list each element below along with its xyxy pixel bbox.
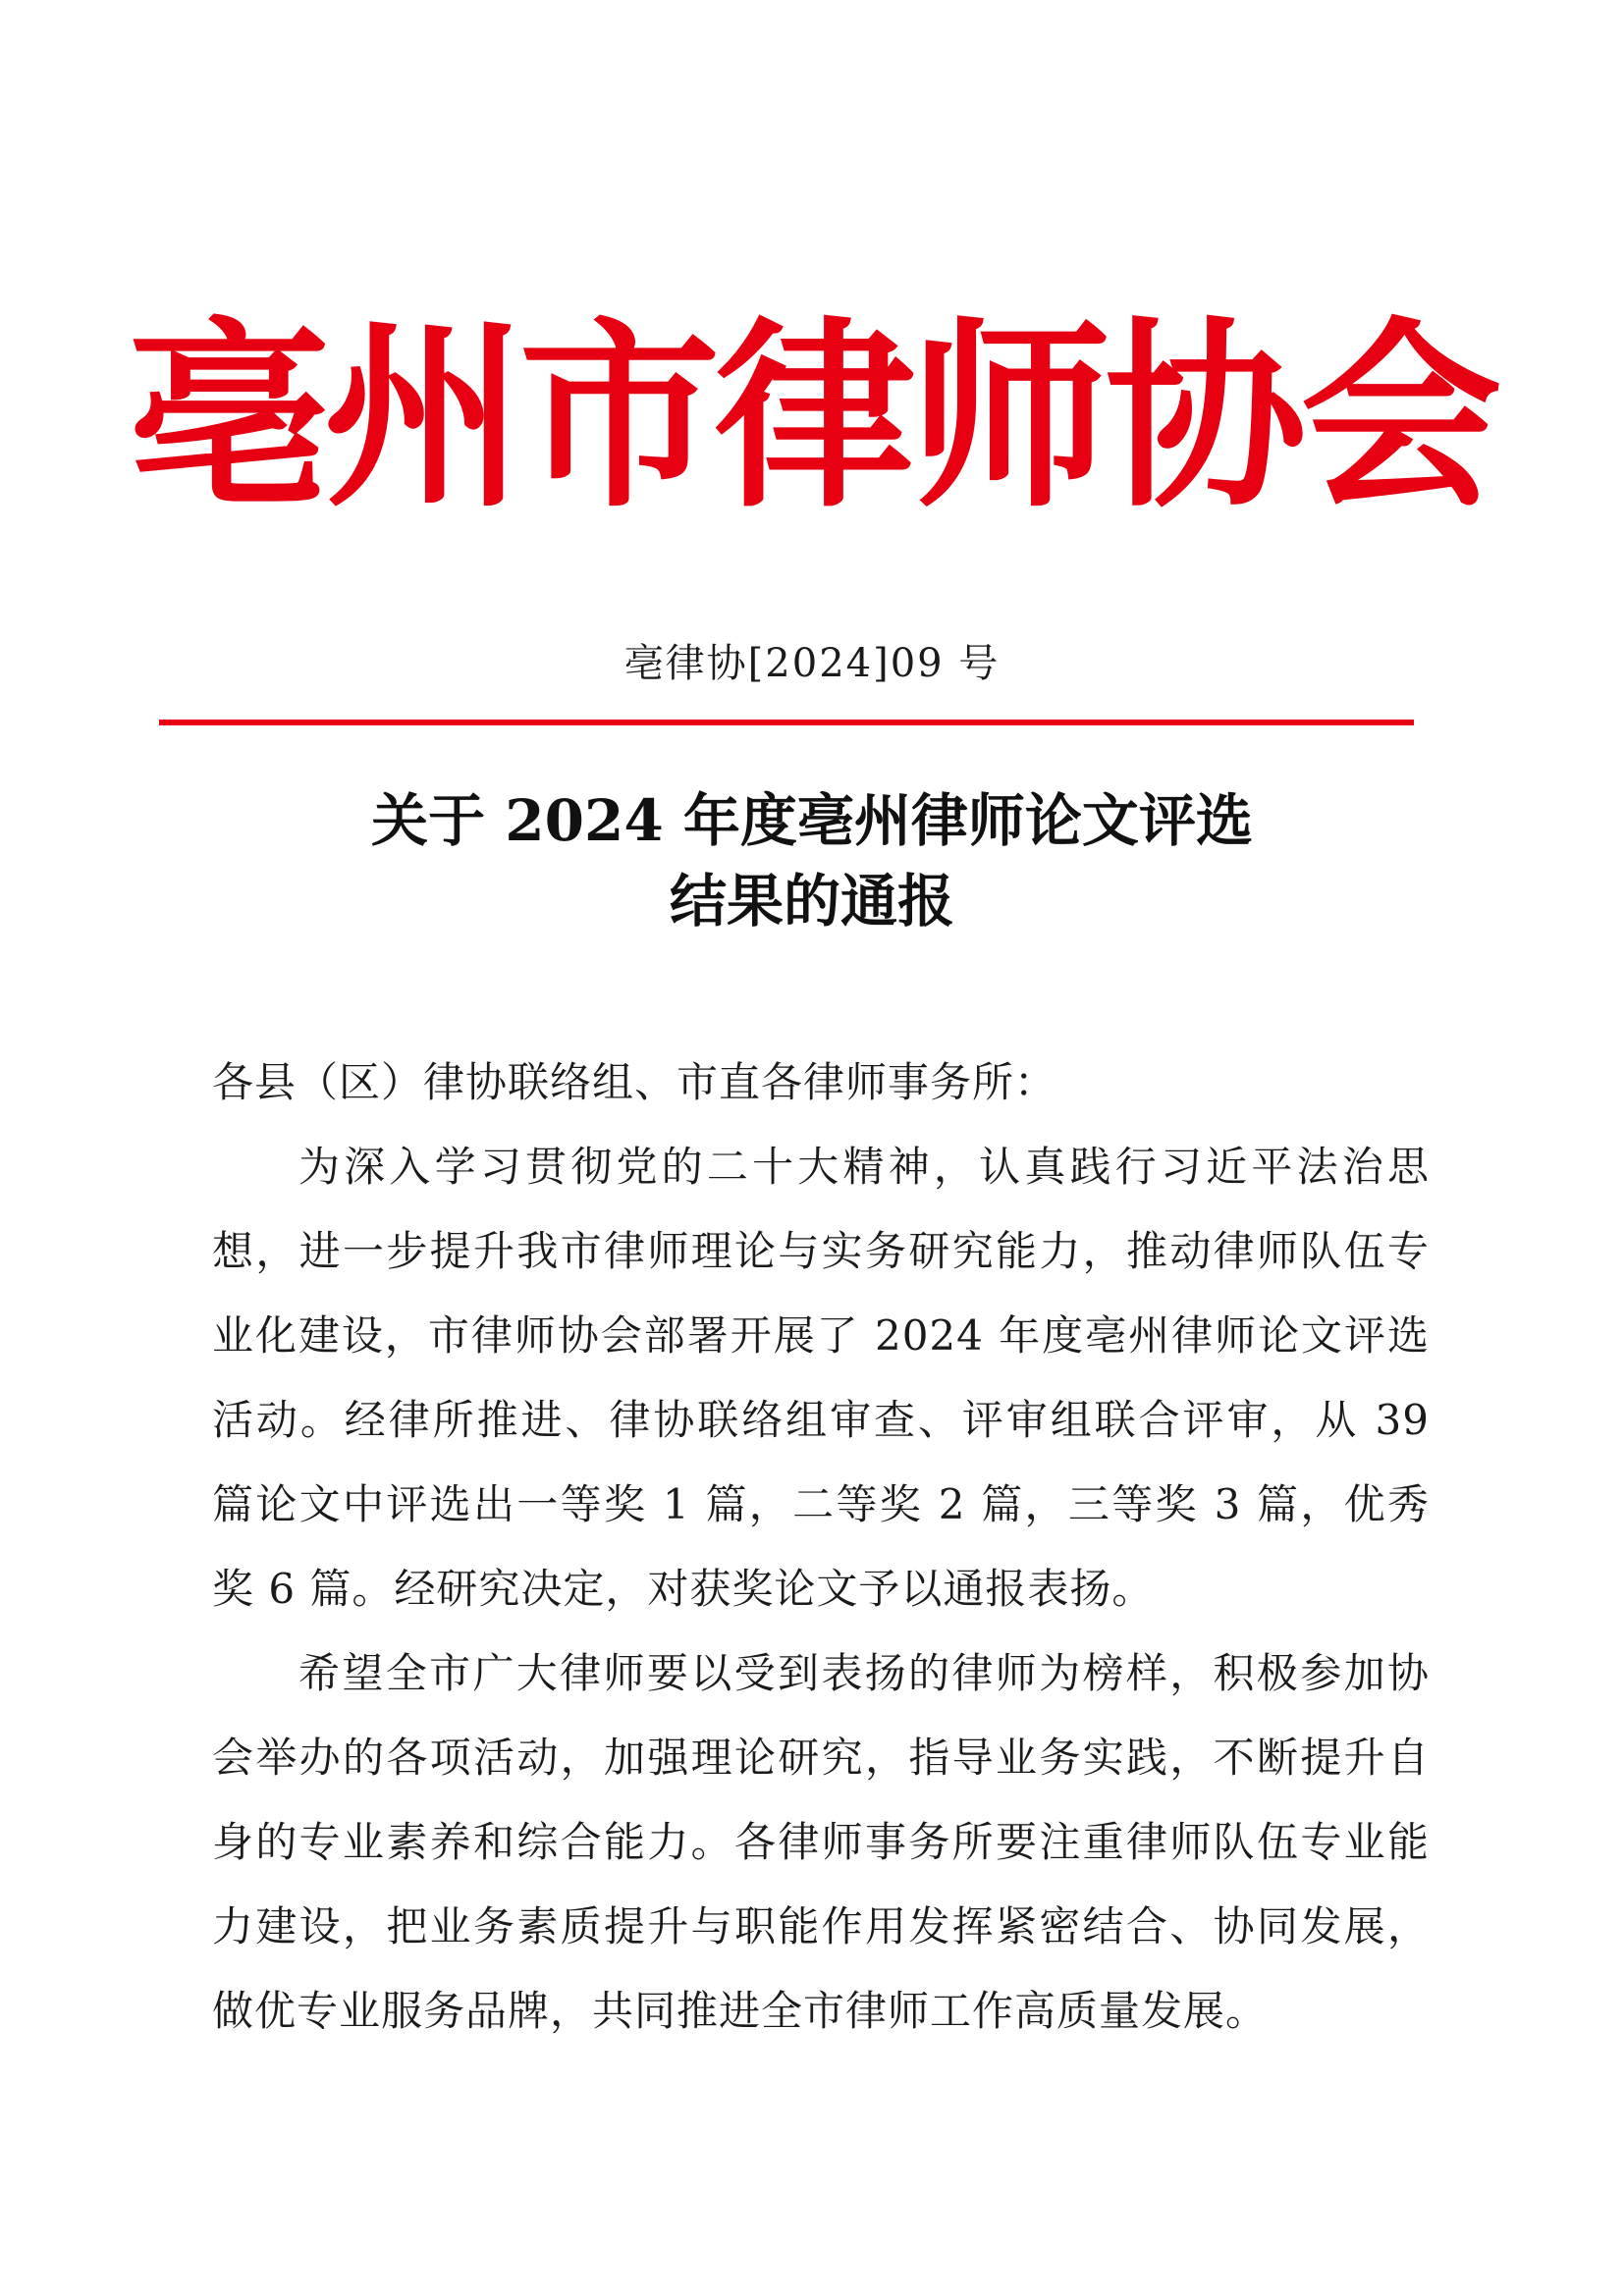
document-title-line-2: 结果的通报	[669, 868, 954, 934]
document-title-line-1: 关于 2024 年度亳州律师论文评选	[371, 787, 1253, 854]
document-title	[0, 780, 1624, 941]
document-body	[212, 1041, 1430, 2054]
document-number: 亳律协[2024]09 号	[623, 641, 1001, 686]
red-divider-line	[159, 720, 1414, 725]
organization-letterhead: 亳州市律师协会	[128, 299, 1496, 535]
salutation: 各县（区）律协联络组、市直各律师事务所：	[212, 1058, 1057, 1106]
body-paragraph-1: 为深入学习贯彻党的二十大精神，认真践行习近平法治思想，进一步提升我市律师理论与实务研究能力，推动律师队伍专业化建设，市律师协会部署开展了 2024 年度亳州律师论文评选活动。经律所推进、律协联络组审查、评审组联合评审，从 39 篇论文中评选出一等奖 1 篇，二等奖 2 篇，三等奖 3 篇，优秀奖 6 篇。经研究决定，对获奖论文予以通报表扬。	[212, 1143, 1430, 1613]
body-paragraph-2: 希望全市广大律师要以受到表扬的律师为榜样，积极参加协会举办的各项活动，加强理论研究，指导业务实践，不断提升自身的专业素养和综合能力。各律师事务所要注重律师队伍专业能力建设，把业务素质提升与职能作用发挥紧密结合、协同发展，做优专业服务品牌，共同推进全市律师工作高质量发展。	[212, 1649, 1430, 2035]
